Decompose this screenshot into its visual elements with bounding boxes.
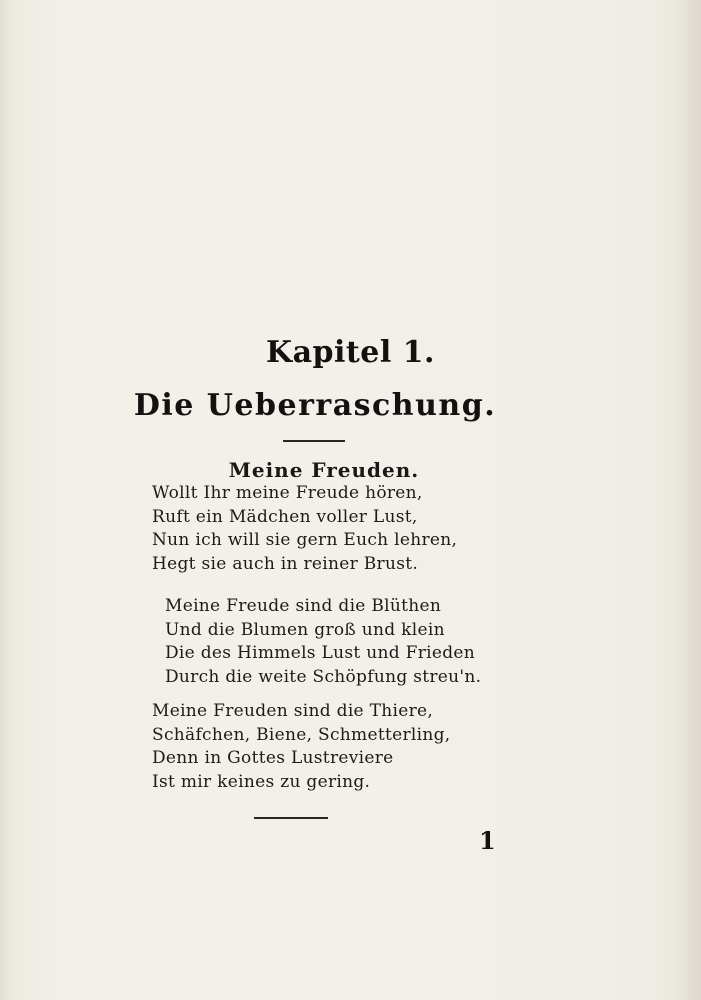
chapter-heading: Kapitel 1. — [266, 335, 435, 370]
poem-line: Die des Himmels Lust und Frieden — [165, 643, 476, 663]
poem-line: Hegt sie auch in reiner Brust. — [152, 553, 419, 574]
poem-stanza-3 — [152, 700, 451, 794]
poem-stanza-2 — [165, 595, 481, 689]
page-number: 1 — [479, 826, 496, 855]
poem-line: Wollt Ihr meine Freude hören, — [152, 483, 423, 503]
poem-line: Ruft ein Mädchen voller Lust, — [152, 506, 418, 527]
poem-line: Ist mir keines zu gering. — [152, 771, 371, 792]
page-right-edge-shading — [679, 0, 701, 1000]
poem-line: Schäfchen, Biene, Schmetterling, — [152, 724, 451, 745]
poem-line: Meine Freuden sind die Thiere, — [152, 701, 434, 721]
end-divider — [254, 817, 328, 819]
poem-line: Und die Blumen groß und klein — [165, 619, 445, 640]
poem-line: Durch die weite Schöpfung streu'n. — [165, 666, 482, 687]
poem-stanza-1 — [152, 482, 457, 576]
title-divider — [283, 440, 345, 442]
chapter-title: Die Ueberraschung. — [133, 388, 497, 423]
poem-line: Denn in Gottes Lustreviere — [152, 748, 394, 768]
poem-title: Meine Freuden. — [228, 458, 420, 482]
page-left-edge-shading — [0, 0, 14, 1000]
poem-line: Meine Freude sind die Blüthen — [165, 596, 442, 616]
poem-line: Nun ich will sie gern Euch lehren, — [152, 530, 458, 550]
